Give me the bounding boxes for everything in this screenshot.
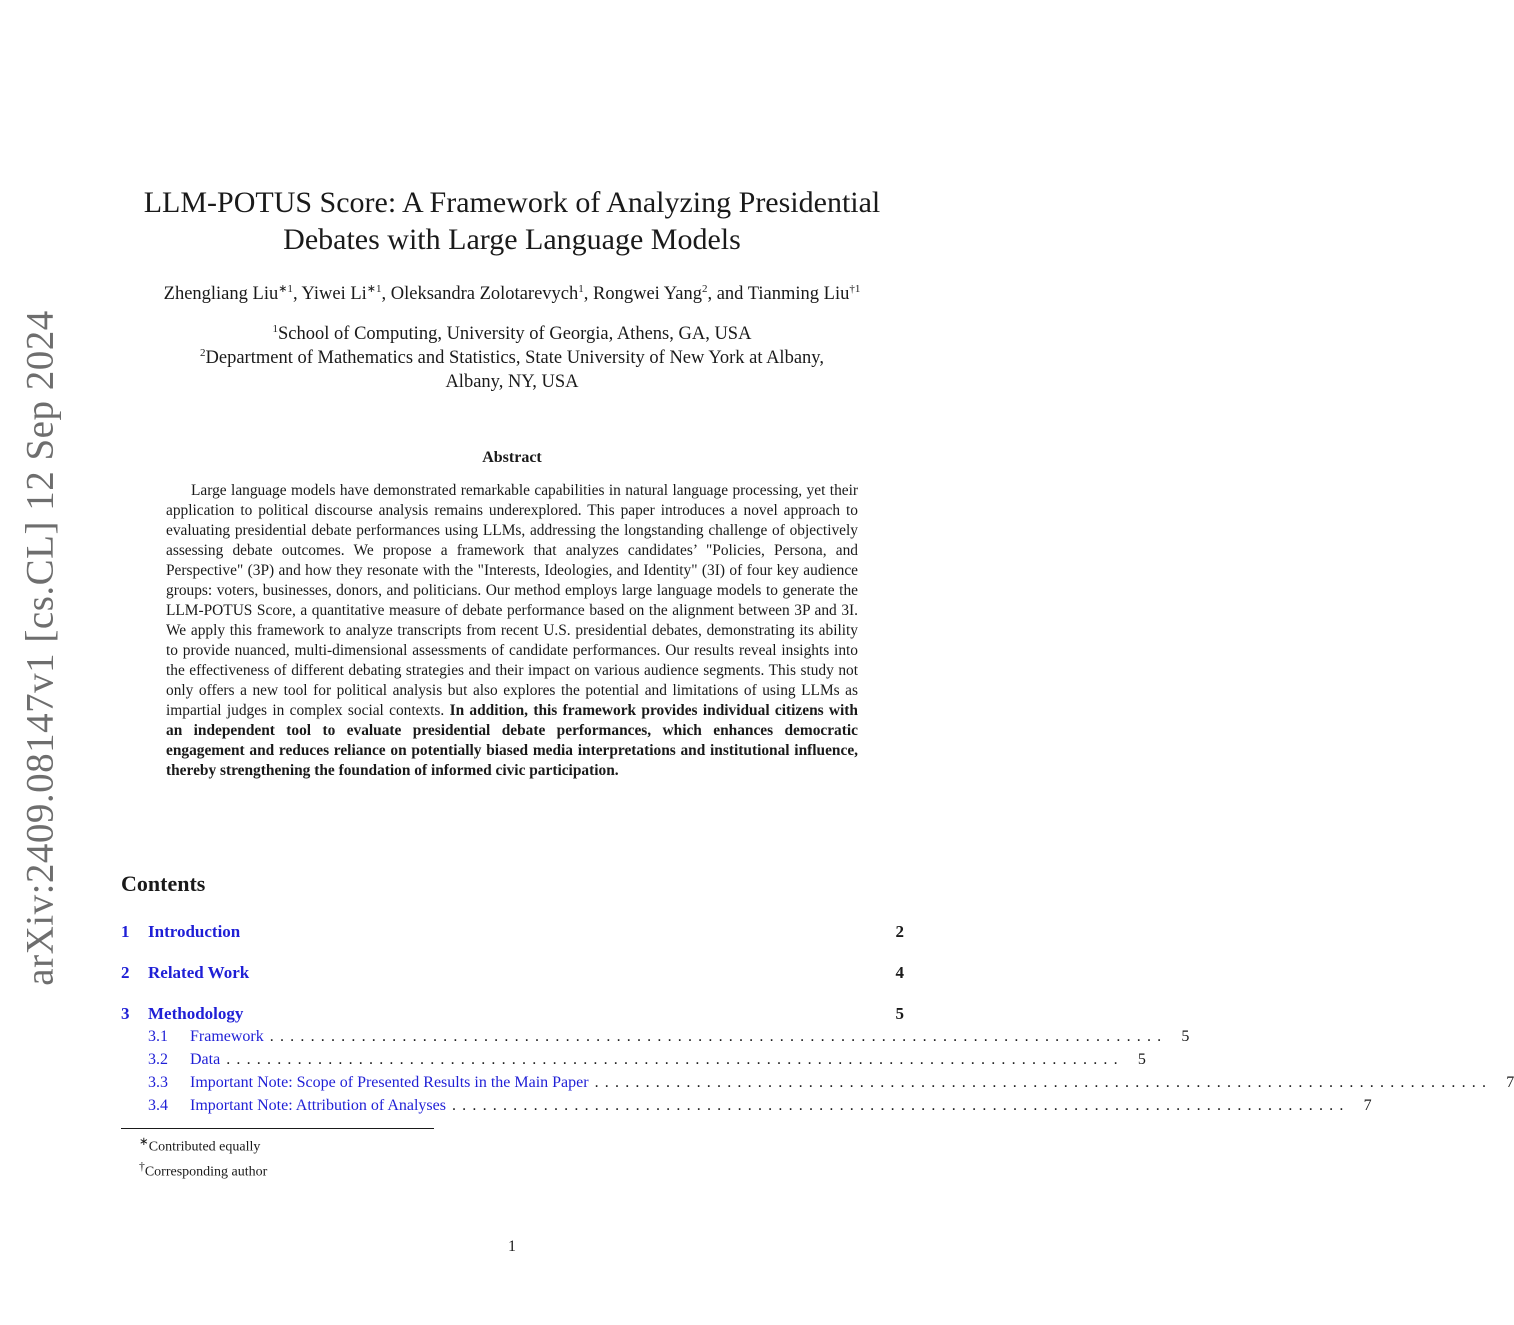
toc-page-number: 7 bbox=[1363, 1097, 1372, 1114]
toc-subsection-link[interactable]: Framework bbox=[190, 1028, 264, 1045]
affiliation-text: School of Computing, University of Georgia, Athens, GA, USA bbox=[278, 324, 752, 344]
abstract-bold-text: In addition, this framework provides individual citizens with an independent tool to evaluate presidential debate performances, which enhances democratic engagement and reduces reliance on potentially biased media interpretations and institutional influence, thereby strengthening the foundation of informed civic participation. bbox=[166, 702, 858, 779]
contents-heading: Contents bbox=[121, 871, 206, 896]
title-line-1: LLM-POTUS Score: A Framework of Analyzing Presidential bbox=[143, 186, 881, 219]
footnote-mark: † bbox=[139, 1159, 145, 1173]
affiliation-mark: 1 bbox=[272, 322, 279, 335]
author-separator: , bbox=[292, 284, 302, 304]
footnote-text: Corresponding author bbox=[144, 1164, 268, 1180]
toc-section-number[interactable]: 2 bbox=[121, 963, 130, 982]
author-mark: 1 bbox=[578, 282, 584, 295]
toc-subsection-scope-note[interactable] bbox=[148, 1074, 1514, 1096]
toc-page-number: 2 bbox=[895, 922, 904, 941]
abstract-text: Large language models have demonstrated remarkable capabilities in natural language processing, yet their application to political discourse analysis remains underexplored. This paper introduces a novel approach to evaluating presidential debate performances using LLMs, addressing the longstanding challenge of objectively assessing debate outcomes. We propose a framework that analyzes candidates’ "Policies, Persona, and Perspective" (3P) and how they resonate with the "Interests, Ideologies, and Identity" (3I) of four key audience groups: voters, businesses, donors, and politicians. Our method employs large language models to generate the LLM-POTUS Score, a quantitative measure of debate performance based on the alignment between 3P and 3I. We apply this framework to analyze transcripts from recent U.S. presidential debates, demonstrating its ability to provide nuanced, multi-dimensional assessments of candidate performances. Our results reveal insights into the effectiveness of different debating strategies and their impact on various audience segments. This study not only offers a new tool for political analysis but also explores the potential and limitations of using LLMs as impartial judges in complex social contexts. bbox=[166, 482, 858, 719]
toc-section-link[interactable]: Methodology bbox=[148, 1004, 244, 1023]
toc-subsection-link[interactable]: Important Note: Attribution of Analyses bbox=[190, 1097, 446, 1114]
toc-section-methodology[interactable] bbox=[121, 1004, 904, 1028]
footnote-corresponding-author bbox=[139, 1157, 267, 1182]
footnote-mark: ∗ bbox=[139, 1135, 149, 1148]
arxiv-identifier-stamp bbox=[10, 309, 70, 986]
toc-subsection-link[interactable]: Data bbox=[190, 1051, 221, 1068]
toc-subsection-number[interactable]: 3.3 bbox=[148, 1074, 168, 1091]
affiliations bbox=[121, 322, 903, 394]
abstract-body bbox=[166, 481, 858, 781]
author-separator: , bbox=[583, 284, 593, 304]
toc-section-number[interactable]: 3 bbox=[121, 1004, 130, 1023]
author-mark: †1 bbox=[849, 282, 861, 295]
toc-section-link[interactable]: Related Work bbox=[148, 963, 250, 982]
toc-subsection-framework[interactable] bbox=[148, 1028, 1190, 1050]
author-name: Yiwei Li bbox=[301, 284, 367, 304]
toc-dot-leader: ........................................................................................ bbox=[451, 1097, 1350, 1114]
toc-page-number: 7 bbox=[1506, 1074, 1514, 1091]
toc-dot-leader: ........................................................................................ bbox=[269, 1028, 1168, 1045]
toc-section-related-work[interactable] bbox=[121, 963, 904, 987]
author-list bbox=[121, 282, 903, 306]
abstract-heading: Abstract bbox=[482, 449, 542, 466]
author-mark: 2 bbox=[701, 282, 708, 295]
toc-page-number: 5 bbox=[1181, 1028, 1190, 1045]
affiliation-2 bbox=[121, 346, 903, 370]
footnote-text: Contributed equally bbox=[148, 1139, 261, 1155]
page-number: 1 bbox=[508, 1238, 516, 1255]
author-name: Zhengliang Liu bbox=[163, 284, 279, 304]
author-separator: , and bbox=[707, 284, 748, 304]
toc-subsection-number[interactable]: 3.4 bbox=[148, 1097, 168, 1114]
author-mark: ∗1 bbox=[366, 282, 382, 295]
author-name: Tianming Liu bbox=[747, 284, 850, 304]
toc-dot-leader: ........................................................................................ bbox=[594, 1074, 1493, 1091]
author-name: Oleksandra Zolotarevych bbox=[390, 284, 579, 304]
affiliation-2-continued: Albany, NY, USA bbox=[445, 372, 579, 392]
author-separator: , bbox=[381, 284, 391, 304]
author-name: Rongwei Yang bbox=[593, 284, 702, 304]
toc-section-link[interactable]: Introduction bbox=[148, 922, 241, 941]
affiliation-1 bbox=[121, 322, 903, 346]
footnote-contributed-equally bbox=[139, 1132, 267, 1157]
author-mark: ∗1 bbox=[278, 282, 293, 295]
toc-page-number: 5 bbox=[1137, 1051, 1146, 1068]
toc-subsection-link[interactable]: Important Note: Scope of Presented Results in the Main Paper bbox=[190, 1074, 589, 1091]
toc-dot-leader: ........................................................................................ bbox=[226, 1051, 1124, 1068]
arxiv-id-text: arXiv:2409.08147v1 [cs.CL] 12 Sep 2024 bbox=[18, 309, 62, 986]
toc-subsection-attribution-note[interactable] bbox=[148, 1097, 1372, 1119]
toc-subsection-number[interactable]: 3.1 bbox=[148, 1028, 168, 1045]
paper-title bbox=[121, 184, 903, 258]
toc-section-introduction[interactable] bbox=[121, 922, 904, 946]
footnotes bbox=[139, 1132, 267, 1181]
affiliation-text: Department of Mathematics and Statistics, State University of New York at Albany, bbox=[205, 348, 824, 368]
affiliation-mark: 2 bbox=[200, 346, 206, 359]
toc-page-number: 4 bbox=[895, 963, 904, 982]
footnote-divider bbox=[121, 1128, 434, 1129]
toc-page-number: 5 bbox=[895, 1004, 904, 1023]
toc-subsection-data[interactable] bbox=[148, 1051, 1146, 1073]
title-line-2: Debates with Large Language Models bbox=[283, 223, 741, 256]
toc-section-number[interactable]: 1 bbox=[121, 922, 130, 941]
toc-subsection-number[interactable]: 3.2 bbox=[148, 1051, 168, 1068]
